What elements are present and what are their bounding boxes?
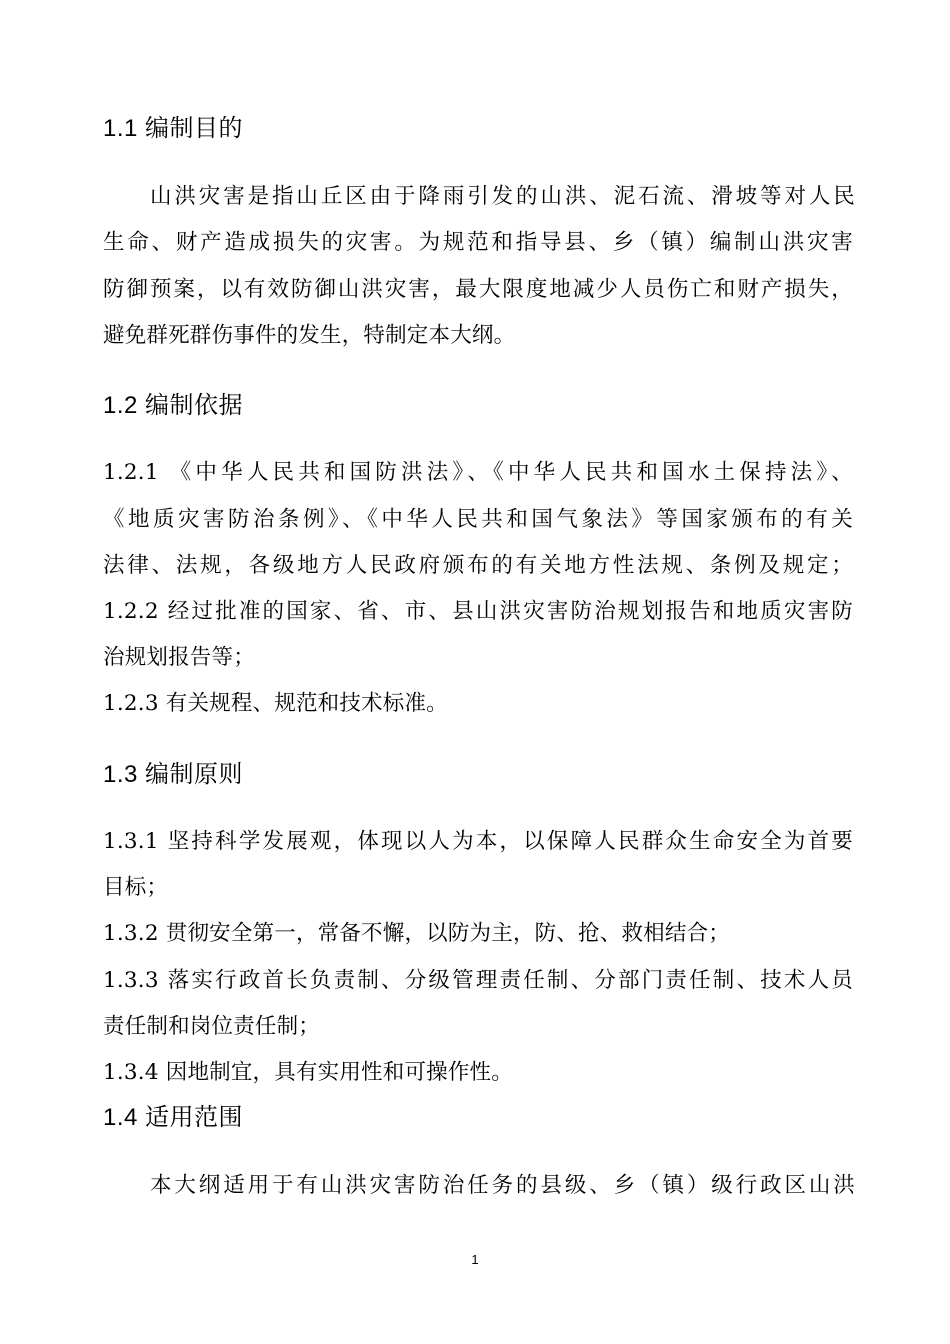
section-heading-1-4: 1.4 适用范围 <box>103 1104 244 1131</box>
page-number: 1 <box>471 1252 479 1267</box>
paragraph-line: 治规划报告等； <box>103 645 255 670</box>
list-item-1-2-3: 1.2.3 有关规程、规范和技术标准。 <box>103 691 448 716</box>
list-item-1-3-3: 1.3.3 落实行政首长负责制、分级管理责任制、分部门责任制、技术人员 <box>103 968 853 993</box>
list-item-1-3-1: 1.3.1 坚持科学发展观，体现以人为本，以保障人民群众生命安全为首要 <box>103 829 853 854</box>
list-item-1-3-4: 1.3.4 因地制宜，具有实用性和可操作性。 <box>103 1060 513 1085</box>
paragraph-line: 本大纲适用于有山洪灾害防治任务的县级、乡（镇）级行政区山洪 <box>150 1173 855 1198</box>
paragraph-line: 法律、法规，各级地方人民政府颁布的有关地方性法规、条例及规定； <box>103 553 853 578</box>
list-item-1-2-2: 1.2.2 经过批准的国家、省、市、县山洪灾害防治规划报告和地质灾害防 <box>103 599 853 624</box>
list-item-1-2-1: 1.2.1 《中华人民共和国防洪法》、《中华人民共和国水土保持法》、 <box>103 460 853 485</box>
paragraph-line: 生命、财产造成损失的灾害。为规范和指导县、乡（镇）编制山洪灾害 <box>103 230 853 255</box>
paragraph-line: 防御预案，以有效防御山洪灾害，最大限度地减少人员伤亡和财产损失， <box>103 277 853 302</box>
paragraph-line: 避免群死群伤事件的发生，特制定本大纲。 <box>103 323 516 348</box>
section-heading-1-3: 1.3 编制原则 <box>103 761 244 788</box>
section-heading-1-2: 1.2 编制依据 <box>103 392 244 419</box>
section-heading-1-1: 1.1 编制目的 <box>103 115 244 142</box>
list-item-1-3-2: 1.3.2 贯彻安全第一，常备不懈，以防为主，防、抢、救相结合； <box>103 921 730 946</box>
paragraph-line: 《地质灾害防治条例》、《中华人民共和国气象法》等国家颁布的有关 <box>103 507 853 532</box>
paragraph-line: 目标； <box>103 875 169 900</box>
paragraph-line: 责任制和岗位责任制； <box>103 1014 321 1039</box>
paragraph-line: 山洪灾害是指山丘区由于降雨引发的山洪、泥石流、滑坡等对人民 <box>150 184 855 209</box>
